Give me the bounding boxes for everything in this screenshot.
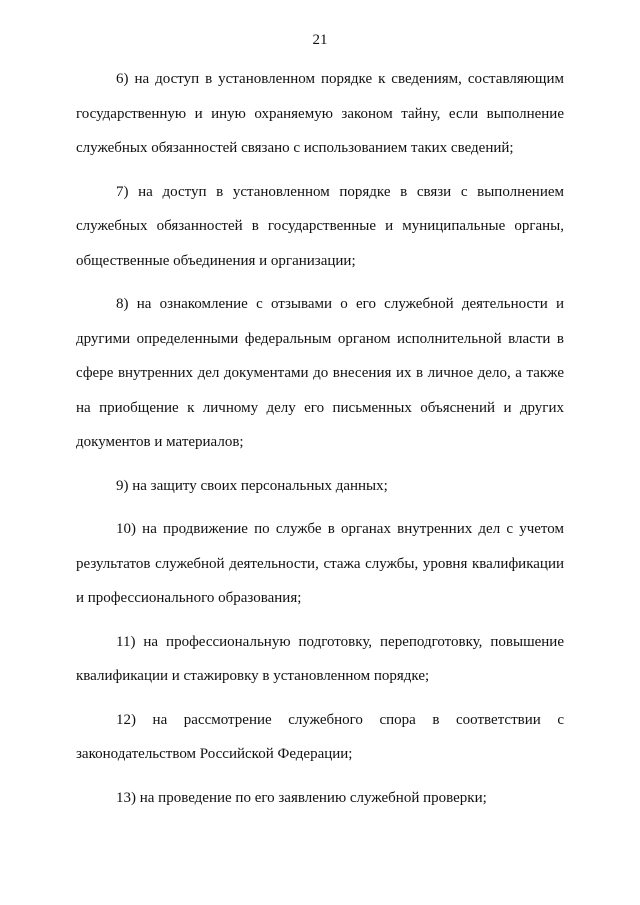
paragraph-item-11: 11) на профессиональную подготовку, переподготовку, повышение квалификации и стажировку в установленном порядке; (76, 633, 564, 684)
paragraph-item-10: 10) на продвижение по службе в органах внутренних дел с учетом результатов служебной деятельности, стажа службы, уровня квалификации и профессионального образования; (76, 521, 564, 606)
paragraph-item-7: 7) на доступ в установленном порядке в связи с выполнением служебных обязанностей в государственные и муниципальные органы, общественные объединения и организации; (76, 183, 564, 269)
document-body (76, 62, 564, 824)
paragraph-item-6: 6) на доступ в установленном порядке к сведениям, составляющим государственную и иную охраняемую законом тайну, если выполнение служебных обязанностей связано с использованием таких сведений; (76, 71, 564, 156)
paragraph-item-13: 13) на проведение по его заявлению служебной проверки; (116, 789, 487, 806)
paragraph-item-12: 12) на рассмотрение служебного спора в соответствии с законодательством Российской Федерации; (76, 711, 564, 762)
page-number: 21 (312, 32, 328, 48)
paragraph-item-8: 8) на ознакомление с отзывами о его служебной деятельности и другими определенными федеральным органом исполнительной власти в сфере внутренних дел документами до внесения их в личное дело, а также на приобщение к личному делу его письменных объяснений и других документов и материалов; (76, 296, 564, 450)
paragraph-item-9: 9) на защиту своих персональных данных; (116, 477, 388, 494)
